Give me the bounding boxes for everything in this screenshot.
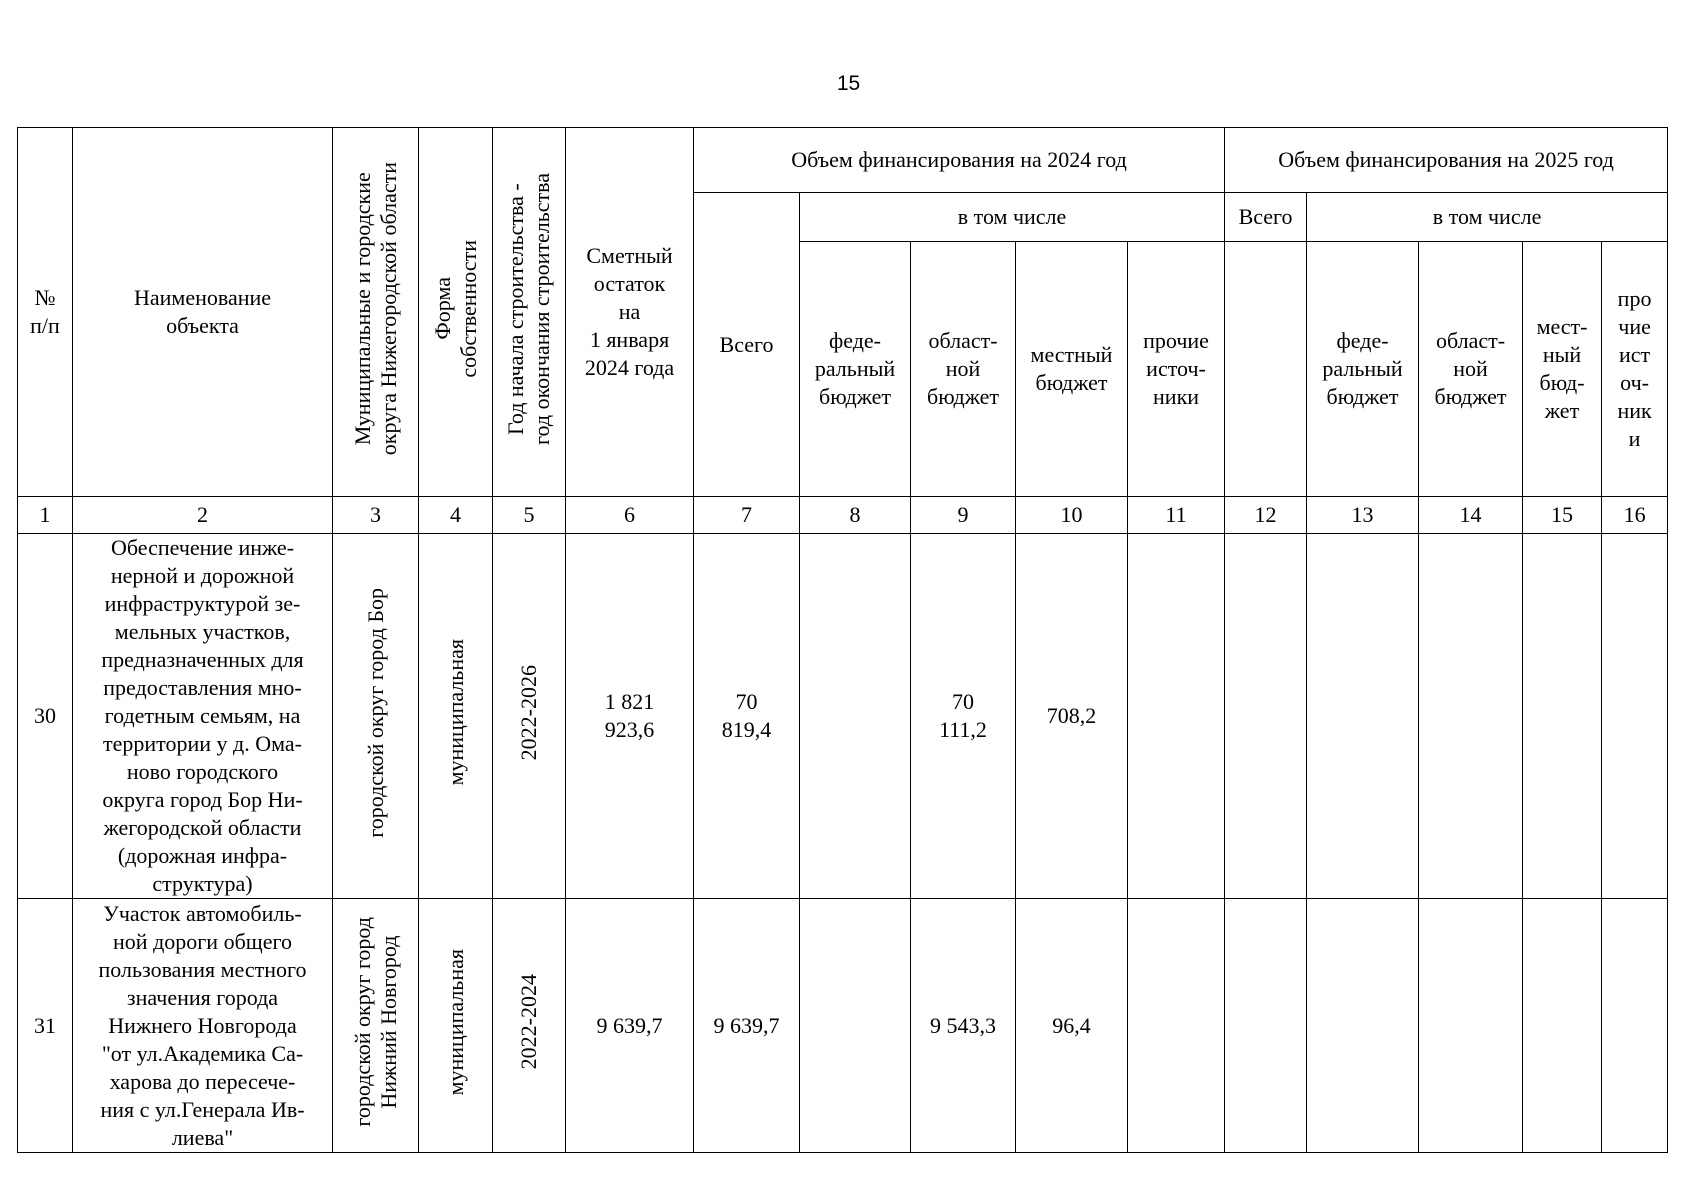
header-balance: Сметный остаток на 1 января 2024 года [566, 128, 694, 497]
header-municipality [333, 128, 419, 497]
row-reg-2025 [1419, 899, 1523, 1153]
row-years [493, 899, 566, 1153]
row-municipality-text: городской округ город Бор [362, 587, 388, 838]
row-ownership [419, 899, 493, 1153]
row-fed-2025 [1307, 899, 1419, 1153]
header-empty-2025 [1225, 242, 1307, 497]
header-oth-2025: про чие ист оч- ник и [1602, 242, 1668, 497]
column-number: 15 [1523, 497, 1602, 534]
header-oth-2024: прочие источ- ники [1128, 242, 1225, 497]
header-total-2024: Всего [694, 193, 800, 497]
column-number: 8 [800, 497, 911, 534]
column-number: 3 [333, 497, 419, 534]
row-years-text: 2022-2026 [516, 664, 541, 761]
row-loc-2024: 96,4 [1016, 899, 1128, 1153]
row-total-2024: 70 819,4 [694, 534, 800, 899]
column-number: 4 [419, 497, 493, 534]
row-total-2025 [1225, 899, 1307, 1153]
header-including-2024: в том числе [800, 193, 1225, 242]
column-number: 11 [1128, 497, 1225, 534]
row-fed-2024 [800, 899, 911, 1153]
column-number: 6 [566, 497, 694, 534]
row-ownership [419, 534, 493, 899]
column-number: 12 [1225, 497, 1307, 534]
header-name: Наименование объекта [73, 128, 333, 497]
row-balance: 9 639,7 [566, 899, 694, 1153]
header-fin-2025: Объем финансирования на 2025 год [1225, 128, 1668, 193]
row-name: Участок автомобиль- ной дороги общего пользования местного значения города Нижнего Новгорода "от ул.Академика Са- харова до пересече- ния с ул.Генерала Ив- лиева" [73, 899, 333, 1153]
row-oth-2025 [1602, 534, 1668, 899]
header-fed-2025: феде- ральный бюджет [1307, 242, 1419, 497]
row-fed-2024 [800, 534, 911, 899]
header-fin-2024: Объем финансирования на 2024 год [694, 128, 1225, 193]
row-oth-2025 [1602, 899, 1668, 1153]
header-municipality-text: Муниципальные и городские округа Нижегородской области [349, 161, 401, 456]
row-municipality [333, 534, 419, 899]
table-row [18, 534, 1668, 899]
row-municipality [333, 899, 419, 1153]
row-reg-2024: 70 111,2 [911, 534, 1016, 899]
row-loc-2024: 708,2 [1016, 534, 1128, 899]
row-fed-2025 [1307, 534, 1419, 899]
column-number: 10 [1016, 497, 1128, 534]
row-ownership-text: муниципальная [442, 948, 468, 1096]
financing-table [17, 127, 1668, 1153]
row-total-2024: 9 639,7 [694, 899, 800, 1153]
row-loc-2025 [1523, 899, 1602, 1153]
column-numbers-row [18, 497, 1668, 534]
header-fed-2024: феде- ральный бюджет [800, 242, 911, 497]
row-municipality-text: городской округ город Нижний Новгород [349, 917, 401, 1127]
row-ownership-text: муниципальная [442, 639, 468, 786]
header-total-2025: Всего [1225, 193, 1307, 242]
column-number: 1 [18, 497, 73, 534]
row-total-2025 [1225, 534, 1307, 899]
row-reg-2024: 9 543,3 [911, 899, 1016, 1153]
header-years [493, 128, 566, 497]
header-reg-2025: област- ной бюджет [1419, 242, 1523, 497]
header-loc-2024: местный бюджет [1016, 242, 1128, 497]
header-including-2025: в том числе [1307, 193, 1668, 242]
column-number: 16 [1602, 497, 1668, 534]
header-ownership [419, 128, 493, 497]
column-number: 9 [911, 497, 1016, 534]
header-years-text: Год начала строительства - год окончания строительства [503, 172, 554, 445]
column-number: 7 [694, 497, 800, 534]
column-number: 5 [493, 497, 566, 534]
row-name: Обеспечение инже- нерной и дорожной инфраструктурой зе- мельных участков, предназначенных для предоставления мно- годетным семьям, на территории у д. Ома- ново городского округа город Бор Ни- жегородской области (дорожная инфра- структура) [73, 534, 333, 899]
table-row [18, 899, 1668, 1153]
column-number: 2 [73, 497, 333, 534]
header-loc-2025: мест- ный бюд- жет [1523, 242, 1602, 497]
row-oth-2024 [1128, 534, 1225, 899]
row-years [493, 534, 566, 899]
header-ownership-text: Форма собственности [429, 239, 481, 378]
row-loc-2025 [1523, 534, 1602, 899]
header-row-top [18, 128, 1668, 193]
header-num: № п/п [18, 128, 73, 497]
row-num: 30 [18, 534, 73, 899]
row-oth-2024 [1128, 899, 1225, 1153]
page-number: 15 [836, 72, 861, 95]
row-years-text: 2022-2024 [516, 974, 541, 1070]
row-reg-2025 [1419, 534, 1523, 899]
column-number: 14 [1419, 497, 1523, 534]
row-num: 31 [18, 899, 73, 1153]
column-number: 13 [1307, 497, 1419, 534]
header-reg-2024: област- ной бюджет [911, 242, 1016, 497]
row-balance: 1 821 923,6 [566, 534, 694, 899]
